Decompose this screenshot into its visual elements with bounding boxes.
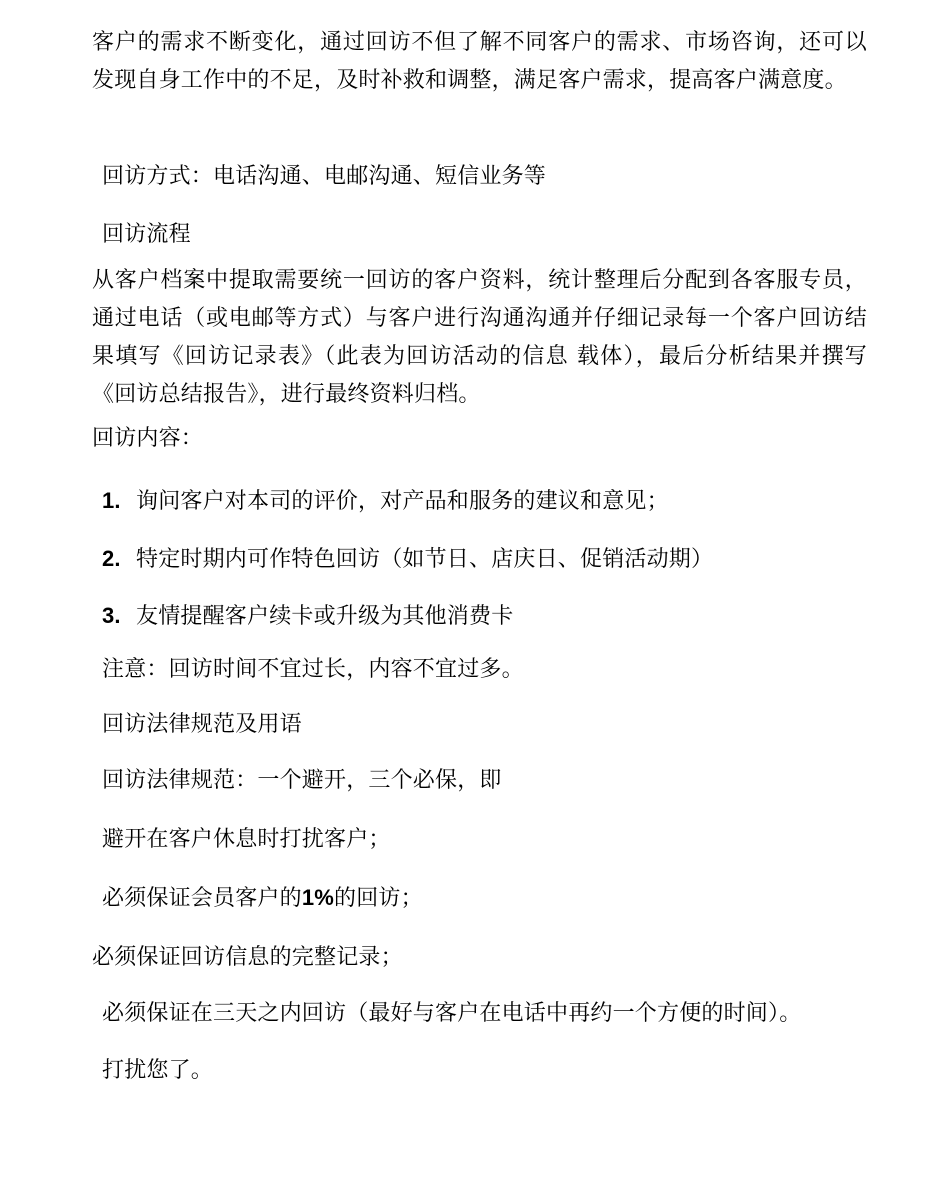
legal-intro-line: 回访法律规范：一个避开，三个必保，即 [102, 768, 502, 793]
process-paragraph: 从客户档案中提取需要统一回访的客户资料，统计整理后分配到各客服专员，通过电话（或电邮等方式）与客户进行沟通沟通并仔细记录每一个客户回访结果填写《回访记录表》（此表为回访活动的信息 载体），最后分析结果并撰写《回访总结报告》，进行最终资料归档。 [92, 268, 867, 407]
item-text: 询问客户对本司的评价，对产品和服务的建议和意见； [136, 489, 669, 514]
legal-heading: 回访法律规范及用语 [102, 712, 302, 737]
rule-2-prefix: 必须保证会员客户的 [102, 886, 302, 911]
item-number: 1. [102, 488, 121, 513]
item-number: 3. [102, 603, 121, 628]
note-line: 注意：回访时间不宜过长，内容不宜过多。 [102, 657, 524, 682]
content-item-2 [102, 541, 713, 578]
rule-2-percent: 1% [301, 885, 335, 910]
intro-paragraph: 客户的需求不断变化，通过回访不但了解不同客户的需求、市场咨询，还可以发现自身工作中的不足，及时补救和调整，满足客户需求，提高客户满意度。 [92, 30, 867, 93]
rule-2-line [102, 880, 423, 917]
item-text: 友情提醒客户续卡或升级为其他消费卡 [136, 604, 514, 629]
content-item-1 [102, 483, 669, 520]
item-number: 2. [102, 546, 121, 571]
rule-4-line: 必须保证在三天之内回访（最好与客户在电话中再约一个方便的时间）。 [102, 1001, 802, 1026]
content-item-3 [102, 598, 513, 635]
rule-3-line: 必须保证回访信息的完整记录； [92, 945, 403, 970]
closing-line: 打扰您了。 [102, 1058, 214, 1083]
process-heading: 回访流程 [102, 222, 191, 247]
rule-1-line: 避开在客户休息时打扰客户； [102, 827, 391, 852]
rule-2-suffix: 的回访； [334, 886, 423, 911]
methods-line: 回访方式：电话沟通、电邮沟通、短信业务等 [102, 164, 547, 189]
content-heading: 回访内容： [92, 426, 204, 451]
item-text: 特定时期内可作特色回访（如节日、店庆日、促销活动期） [136, 547, 714, 572]
